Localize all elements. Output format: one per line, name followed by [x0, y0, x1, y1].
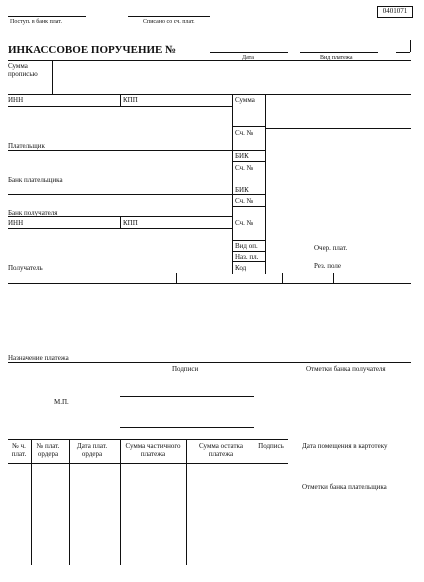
label-column-divider — [265, 94, 266, 274]
corner-mark-v — [410, 40, 411, 52]
payer-inn-kpp-divider — [120, 94, 121, 106]
payer-bottom-line — [8, 150, 266, 151]
table-col-divider-3 — [120, 439, 121, 565]
tick-2 — [282, 273, 283, 283]
table-col-divider-1 — [31, 439, 32, 565]
purpose-label: Назначение платежа — [8, 354, 69, 362]
payer-bank-marks-label: Отметки банка плательщика — [302, 483, 387, 491]
recipient-label: Получатель — [8, 264, 43, 272]
signatures-label: Подписи — [172, 365, 199, 373]
purpose-code-bottom-line — [232, 261, 266, 262]
tick-1 — [176, 273, 177, 283]
payer-kpp-label: КПП — [123, 96, 138, 104]
payer-bank-account-label: Сч. № — [235, 164, 254, 172]
amount-words-label: Сумма прописью — [8, 62, 38, 78]
op-type-label: Вид оп. — [235, 242, 258, 250]
inn-bottom-line — [8, 106, 232, 107]
inn-top-line — [8, 94, 411, 95]
table-col-divider-4 — [186, 439, 187, 565]
sum-label: Сумма — [235, 96, 255, 104]
table-header-1: № ч. плат. — [11, 442, 27, 458]
payer-account-label: Сч. № — [235, 129, 254, 137]
purpose-bottom-line — [8, 362, 411, 363]
table-header-6: Подпись — [258, 442, 284, 450]
recipient-inn-bottom-line — [8, 228, 232, 229]
payment-type-line — [300, 52, 378, 53]
corner-mark-h — [396, 52, 410, 53]
recipient-bank-marks-label: Отметки банка получателя — [306, 365, 386, 373]
stamp-label: М.П. — [54, 398, 69, 406]
recipient-bik-line — [232, 206, 266, 207]
table-header-3: Дата плат. ордера — [76, 442, 108, 458]
date-label: Дата — [242, 55, 254, 61]
table-header-2: № плат. ордера — [36, 442, 60, 458]
reserve-label: Рез. поле — [314, 262, 342, 270]
sum-right-line — [265, 128, 411, 129]
op-top-line — [232, 240, 266, 241]
payer-inn-label: ИНН — [8, 96, 24, 104]
table-header-bottom-line — [8, 463, 288, 464]
bik-bottom-line — [232, 161, 266, 162]
recipient-bank-label: Банк получателя — [8, 209, 58, 217]
payment-order-label: Очер. плат. — [314, 244, 348, 252]
page-title: ИНКАССОВОЕ ПОРУЧЕНИЕ № — [8, 44, 177, 56]
code-label: Код — [235, 264, 247, 272]
recipient-inn-label: ИНН — [8, 219, 24, 227]
table-top-line — [8, 439, 288, 440]
debited-line — [128, 16, 210, 17]
card-file-label: Дата помещения в картотеку — [302, 442, 388, 450]
recipient-account-label: Сч. № — [235, 219, 254, 227]
debited-label: Списано со сч. плат. — [143, 19, 195, 25]
recipient-bottom-line — [8, 283, 411, 284]
form-code: 0401071 — [377, 6, 413, 18]
table-header-5: Сумма остатка платежа — [199, 442, 243, 458]
op-type-bottom-line — [232, 251, 266, 252]
recipient-inn-kpp-divider — [120, 216, 121, 228]
payer-label: Плательщик — [8, 142, 45, 150]
recipient-bank-account-label: Сч. № — [235, 197, 254, 205]
payer-bank-bik-label: БИК — [235, 152, 249, 160]
signature-line-1 — [120, 396, 254, 397]
signature-line-2 — [120, 427, 254, 428]
amount-words-divider — [52, 60, 53, 94]
sum-bottom-line — [232, 126, 266, 127]
table-col-divider-2 — [69, 439, 70, 565]
payer-bank-label: Банк плательщика — [8, 176, 63, 184]
received-line — [8, 16, 86, 17]
recipient-kpp-label: КПП — [123, 219, 138, 227]
payment-type-label: Вид платежа — [320, 55, 353, 61]
received-label: Поступ. в банк плат. — [10, 19, 62, 25]
pay-purpose-code-label: Наз. пл. — [235, 253, 259, 261]
recipient-bank-bik-label: БИК — [235, 186, 249, 194]
table-header-4: Сумма частичного платежа — [125, 442, 181, 458]
tick-3 — [333, 273, 334, 283]
form-top-line — [8, 60, 411, 61]
date-line — [210, 52, 288, 53]
payer-column-divider — [232, 94, 233, 274]
payer-bank-bottom-line — [8, 194, 266, 195]
